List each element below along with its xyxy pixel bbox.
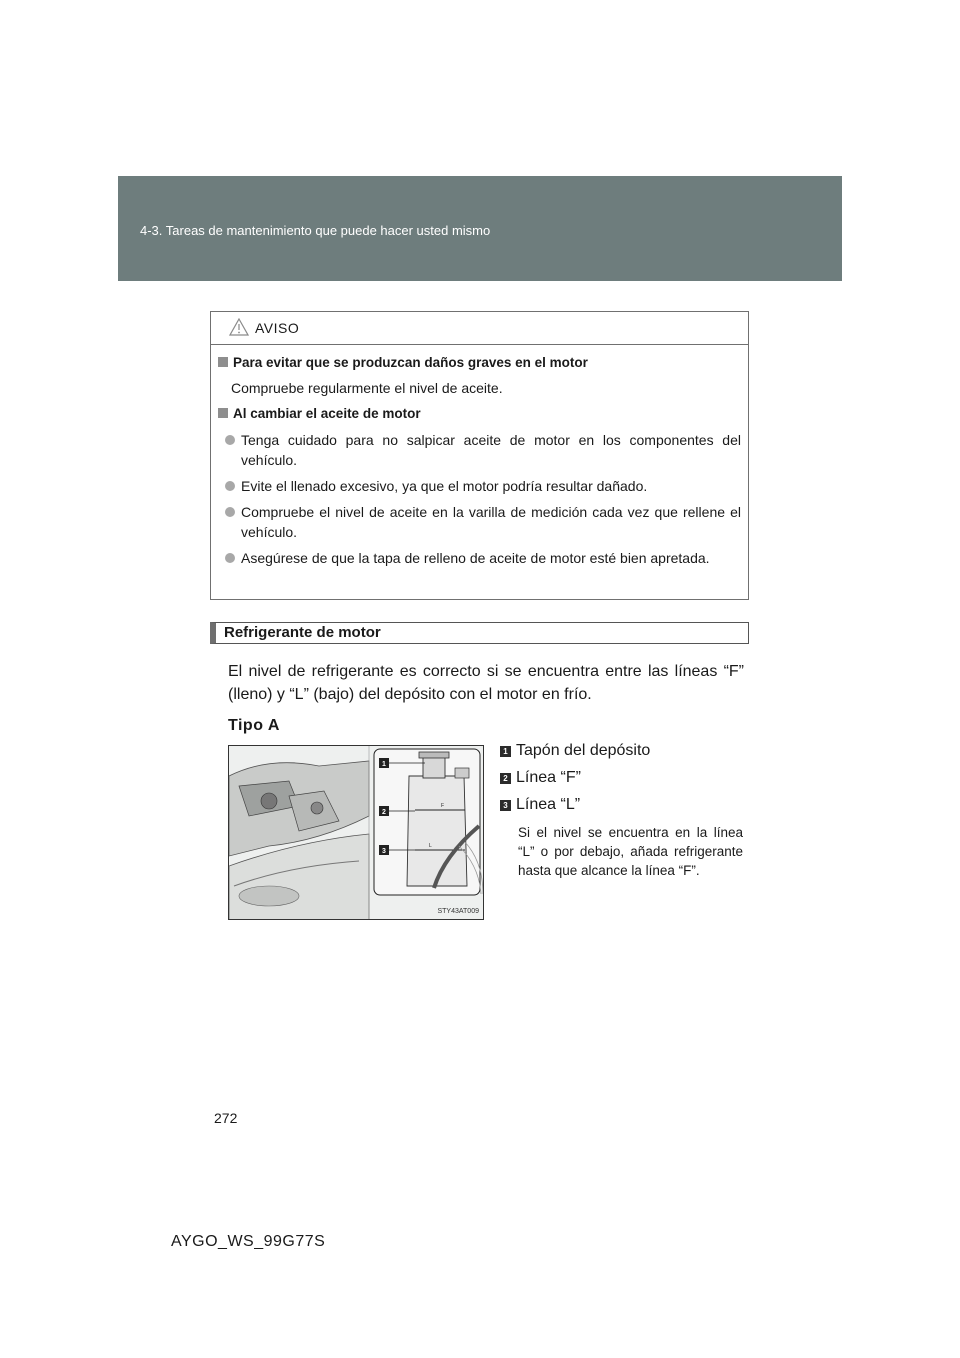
page-number: 272: [214, 1110, 238, 1126]
bullet-dot-icon: [225, 435, 235, 445]
callout-1-number: 1: [382, 761, 386, 768]
warning-title: AVISO: [255, 320, 300, 336]
f-line-mark: F: [441, 803, 445, 809]
number-3-icon: 3: [500, 800, 511, 811]
bullet-dot-icon: [225, 481, 235, 491]
engine-bay-illustration: [229, 746, 484, 920]
warning-section-heading: Para evitar que se produzcan daños graves en el motor: [218, 353, 588, 373]
section-title: Refrigerante de motor: [210, 622, 749, 644]
intro-paragraph: El nivel de refrigerante es correcto si se encuentra entre las líneas “F” (lleno) y “L” (bajo) del depósito con el motor en frío.: [228, 663, 744, 703]
bullet-dot-icon: [225, 507, 235, 517]
number-1-icon: 1: [500, 746, 511, 757]
warning-bullet: Evite el llenado excesivo, ya que el motor podría resultar dañado.: [225, 476, 741, 496]
warning-section-heading: Al cambiar el aceite de motor: [218, 404, 421, 424]
callout-3-number: 3: [382, 848, 386, 855]
warning-bullet: Tenga cuidado para no salpicar aceite de motor en los componentes del vehículo.: [225, 430, 741, 470]
header-bar: [118, 176, 842, 281]
refill-note: Si el nivel se encuentra en la línea “L” o por debajo, añada refrigerante hasta que alcance la línea “F”.: [518, 825, 743, 878]
legend-item-3: 3 Línea “L”: [500, 796, 580, 814]
bullet-dot-icon: [225, 553, 235, 563]
l-line-mark: L: [429, 843, 432, 849]
warning-header: [211, 312, 748, 345]
section-breadcrumb: 4-3. Tareas de mantenimiento que puede hacer usted mismo: [140, 223, 491, 238]
legend-item-2: 2 Línea “F”: [500, 769, 581, 787]
square-bullet-icon: [218, 408, 228, 418]
document-code: AYGO_WS_99G77S: [171, 1233, 326, 1250]
warning-triangle-icon: [229, 318, 249, 336]
figure-code: STY43AT009: [437, 908, 479, 915]
callout-2-number: 2: [382, 809, 386, 816]
square-bullet-icon: [218, 357, 228, 367]
type-label: Tipo A: [228, 717, 280, 734]
number-2-icon: 2: [500, 773, 511, 784]
warning-bullet: Asegúrese de que la tapa de relleno de aceite de motor esté bien apretada.: [225, 548, 741, 568]
legend-item-1: 1 Tapón del depósito: [500, 742, 650, 760]
warning-text: Compruebe regularmente el nivel de aceite.: [231, 380, 503, 396]
warning-box: [210, 311, 749, 600]
coolant-reservoir-figure: [228, 745, 484, 920]
warning-bullet: Compruebe el nivel de aceite en la varilla de medición cada vez que rellene el vehículo.: [225, 502, 741, 542]
